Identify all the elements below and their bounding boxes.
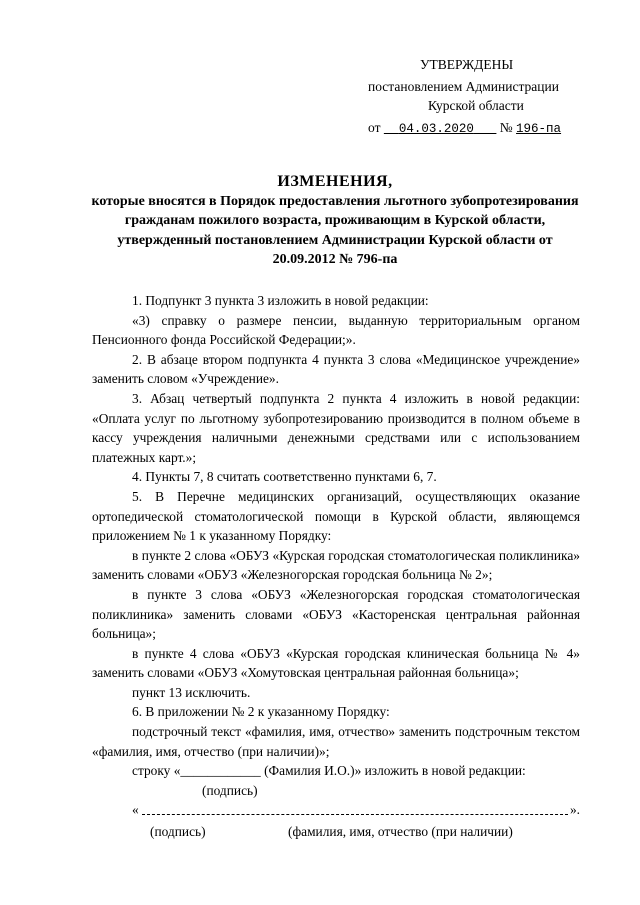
paragraph: 6. В приложении № 2 к указанному Порядку: xyxy=(132,704,390,720)
document-title xyxy=(90,172,580,270)
approval-heading: УТВЕРЖДЕНЫ xyxy=(420,57,514,72)
paragraph: в пункте 3 слова «ОБУЗ «Железногорская городская стоматологическая поликлиника» заменить словами «ОБУЗ «Касторенская центральная районная больница»; xyxy=(92,586,580,642)
paragraph: строку «____________ (Фамилия И.О.)» изложить в новой редакции: xyxy=(132,763,526,779)
old-signature-caption xyxy=(92,781,580,801)
paragraph: в пункте 2 слова «ОБУЗ «Курская городская стоматологическая поликлиника» заменить словами «ОБУЗ «Железногорская городская больница № 2»; xyxy=(92,547,580,583)
approval-region: Курской области xyxy=(428,98,524,113)
approval-number: 196-па xyxy=(516,122,562,136)
paragraph: 4. Пункты 7, 8 считать соответственно пунктами 6, 7. xyxy=(132,469,437,485)
name-caption: (фамилия, имя, отчество (при наличии) xyxy=(288,824,513,840)
paragraph: пункт 13 исключить. xyxy=(132,684,251,700)
new-signature-line xyxy=(92,800,580,822)
paragraph: 3. Абзац четвертый подпункта 2 пункта 4 изложить в новой редакции: «Оплата услуг по льготному зубопротезированию производится в полном объеме в кассу учреждения наличными денежными средствами или с использованием платежных карт.»; xyxy=(92,390,580,465)
signature-caption: (подпись) xyxy=(150,824,206,840)
paragraph: подстрочный текст «фамилия, имя, отчество» заменить подстрочным текстом «фамилия, имя, отчество (при наличии)»; xyxy=(92,724,580,759)
dashed-rule xyxy=(142,814,568,815)
signature-caption: (подпись) xyxy=(202,782,258,798)
paragraph: 5. В Перечне медицинских организаций, осуществляющих оказание ортопедической стоматологической помощи в Курской области, являющемся приложением № 1 к указанному Порядку: xyxy=(92,488,580,544)
paragraph: «3) справку о размере пенсии, выданную территориальным органом Пенсионного фонда Российской Федерации;». xyxy=(92,312,580,348)
number-prefix: № xyxy=(499,120,513,135)
title-heading: ИЗМЕНЕНИЯ, xyxy=(277,173,393,190)
quote-close: ». xyxy=(569,802,580,818)
quote-open: « xyxy=(132,802,139,818)
approval-date: 04.03.2020 xyxy=(398,122,474,136)
approval-date-number xyxy=(368,118,561,139)
document-body xyxy=(92,291,580,842)
new-signature-captions xyxy=(92,822,580,842)
paragraph: в пункте 4 слова «ОБУЗ «Курская городская клиническая больница № 4» заменить словами «ОБУЗ «Хомутовская центральная районная больница»; xyxy=(92,645,580,681)
title-subtitle: которые вносятся в Порядок предоставления льготного зубопротезирования гражданам пожилого возраста, проживающим в Курской области, утвержденный постановлением Администрации Курской области от 20.09.2012 № 796-па xyxy=(91,193,579,267)
approval-resolution: постановлением Администрации xyxy=(368,79,559,94)
paragraph: 2. В абзаце втором подпункта 4 пункта 3 слова «Медицинское учреждение» заменить словом «Учреждение». xyxy=(92,351,580,387)
from-prefix: от xyxy=(368,120,381,135)
paragraph: 1. Подпункт 3 пункта 3 изложить в новой редакции: xyxy=(132,293,429,308)
